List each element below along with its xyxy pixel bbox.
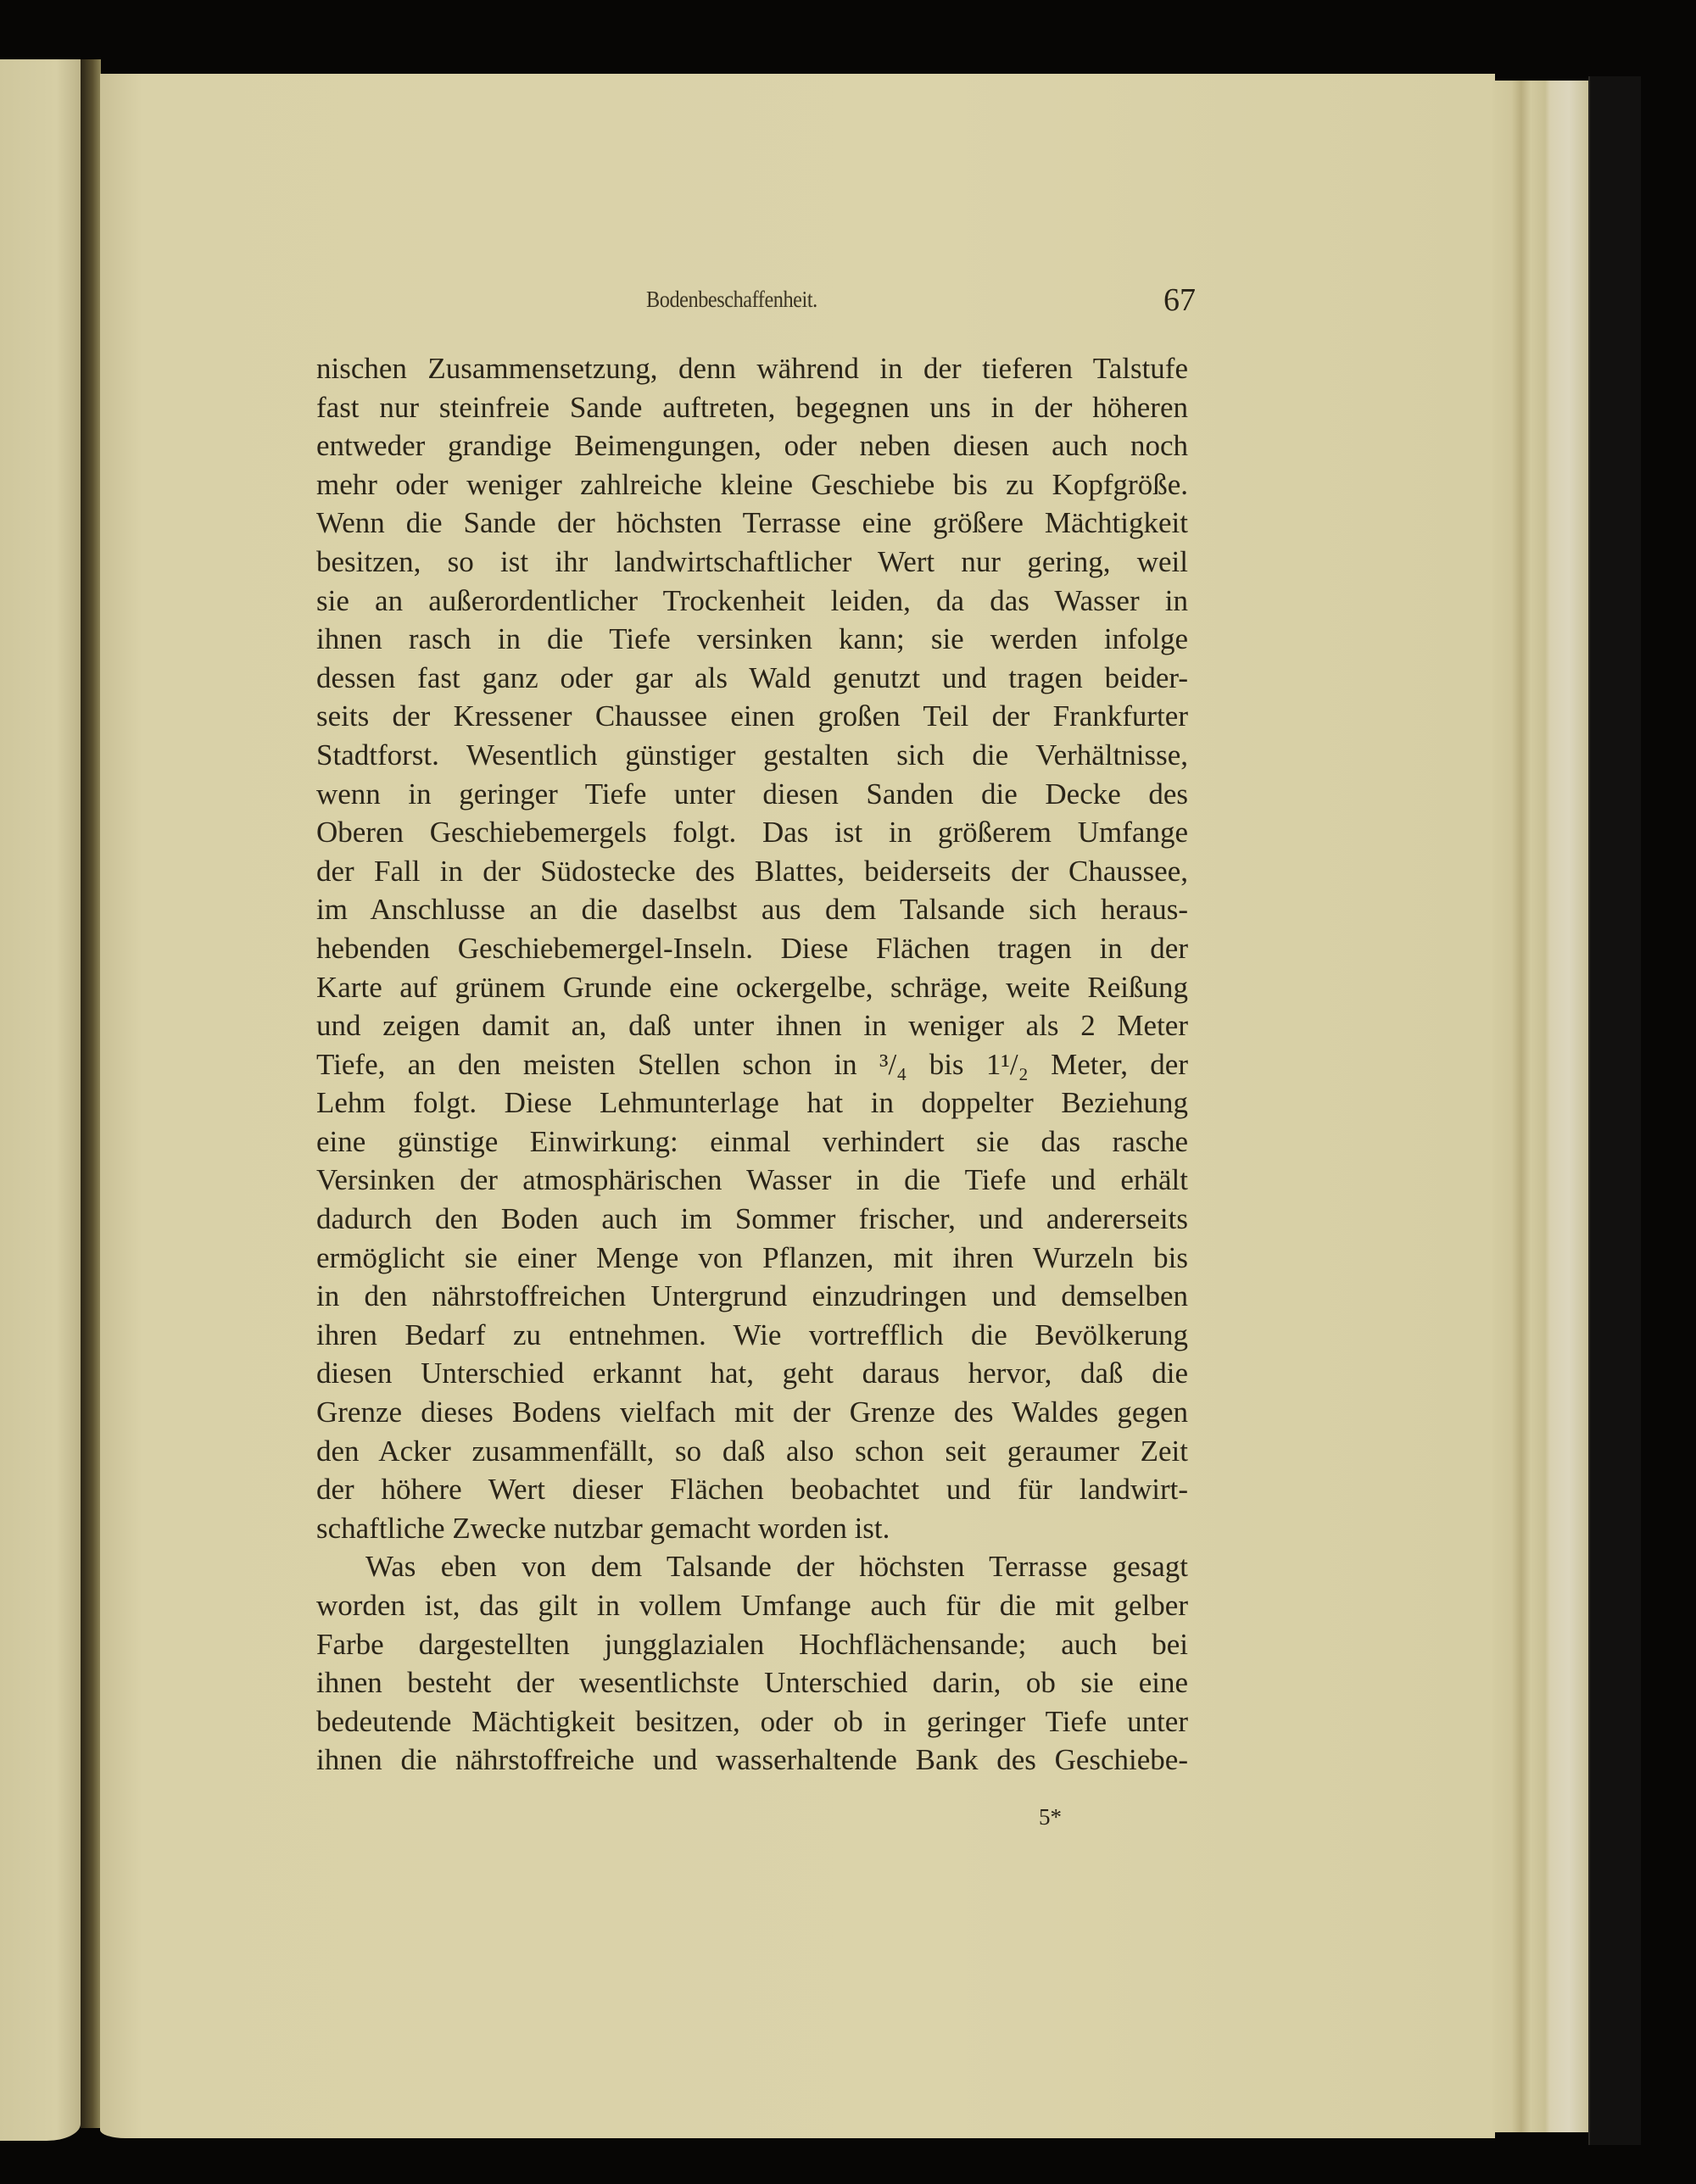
text-line: nischen Zusammensetzung, denn während in der tieferen Talstufe: [316, 352, 1188, 385]
text-line: ihnen rasch in die Tiefe versinken kann; sie werden infolge: [316, 622, 1188, 656]
text-line: ihren Bedarf zu entnehmen. Wie vortrefflich die Bevölkerung: [316, 1318, 1188, 1351]
text-line: und zeigen damit an, daß unter ihnen in weniger als 2 Meter: [316, 1009, 1188, 1043]
text-line: Was eben von dem Talsande der höchsten Terrasse gesagt: [365, 1550, 1188, 1584]
text-line: diesen Unterschied erkannt hat, geht daraus hervor, daß die: [316, 1357, 1188, 1390]
text-line: Versinken der atmosphärischen Wasser in die Tiefe und erhält: [316, 1163, 1188, 1197]
text-line: sie an außerordentlicher Trockenheit leiden, da das Wasser in: [316, 583, 1188, 617]
text-line: Lehm folgt. Diese Lehmunterlage hat in doppelter Beziehung: [316, 1086, 1188, 1120]
text-line: bedeutende Mächtigkeit besitzen, oder ob in geringer Tiefe unter: [316, 1704, 1188, 1738]
text-line: den Acker zusammenfällt, so daß also schon seit geraumer Zeit: [316, 1434, 1188, 1468]
text-line: Wenn die Sande der höchsten Terrasse eine größere Mächtigkeit: [316, 506, 1188, 540]
page-edges-stack: [1492, 81, 1588, 2132]
text-line: seits der Kressener Chaussee einen großen Teil der Frankfurter: [316, 699, 1188, 733]
text-line: besitzen, so ist ihr landwirtschaftlicher Wert nur gering, weil: [316, 544, 1188, 578]
text-line: dadurch den Boden auch im Sommer frischer, und andererseits: [316, 1202, 1188, 1236]
body-text: [316, 349, 1188, 1780]
text-line: Tiefe, an den meisten Stellen schon in ³/₄ bis 1¹/₂ Meter, der: [316, 1047, 1188, 1081]
text-line: hebenden Geschiebemergel-Inseln. Diese Flächen tragen in der: [316, 931, 1188, 965]
text-line: Grenze dieses Bodens vielfach mit der Grenze des Waldes gegen: [316, 1396, 1188, 1429]
text-line: Stadtforst. Wesentlich günstiger gestalten sich die Verhältnisse,: [316, 738, 1188, 772]
signature-mark: 5*: [1039, 1804, 1062, 1830]
text-line: mehr oder weniger zahlreiche kleine Geschiebe bis zu Kopfgröße.: [316, 467, 1188, 501]
text-line: Farbe dargestellten jungglazialen Hochflächensande; auch bei: [316, 1627, 1188, 1661]
text-line: der Fall in der Südostecke des Blattes, beiderseits der Chaussee,: [316, 854, 1188, 888]
text-line: im Anschlusse an die daselbst aus dem Talsande sich heraus-: [316, 893, 1188, 927]
text-line: schaftliche Zwecke nutzbar gemacht worden ist.: [316, 1511, 890, 1545]
page-number: 67: [1163, 282, 1196, 318]
text-line: wenn in geringer Tiefe unter diesen Sanden die Decke des: [316, 777, 1188, 811]
text-line: Karte auf grünem Grunde eine ockergelbe, schräge, weite Reißung: [316, 970, 1188, 1004]
text-line: ermöglicht sie einer Menge von Pflanzen, mit ihren Wurzeln bis: [316, 1240, 1188, 1274]
text-line: in den nährstoffreichen Untergrund einzudringen und demselben: [316, 1279, 1188, 1313]
facing-page-edge: [0, 59, 81, 2141]
text-line: fast nur steinfreie Sande auftreten, begegnen uns in der höheren: [316, 390, 1188, 424]
text-line: worden ist, das gilt in vollem Umfange auch für die mit gelber: [316, 1589, 1188, 1622]
text-line: entweder grandige Beimengungen, oder neben diesen auch noch: [316, 429, 1188, 463]
book-gutter: [81, 59, 101, 2128]
text-line: der höhere Wert dieser Flächen beobachtet und für landwirt-: [316, 1473, 1188, 1507]
text-line: eine günstige Einwirkung: einmal verhindert sie das rasche: [316, 1124, 1188, 1158]
text-line: ihnen die nährstoffreiche und wasserhaltende Bank des Geschiebe-: [316, 1743, 1188, 1777]
text-line: ihnen besteht der wesentlichste Unterschied darin, ob sie eine: [316, 1666, 1188, 1700]
running-head: Bodenbeschaffenheit.: [646, 287, 817, 312]
text-line: dessen fast ganz oder gar als Wald genutzt und tragen beider-: [316, 660, 1188, 694]
book-cover-edge: [1588, 76, 1641, 2145]
text-line: Oberen Geschiebemergels folgt. Das ist in größerem Umfange: [316, 816, 1188, 850]
